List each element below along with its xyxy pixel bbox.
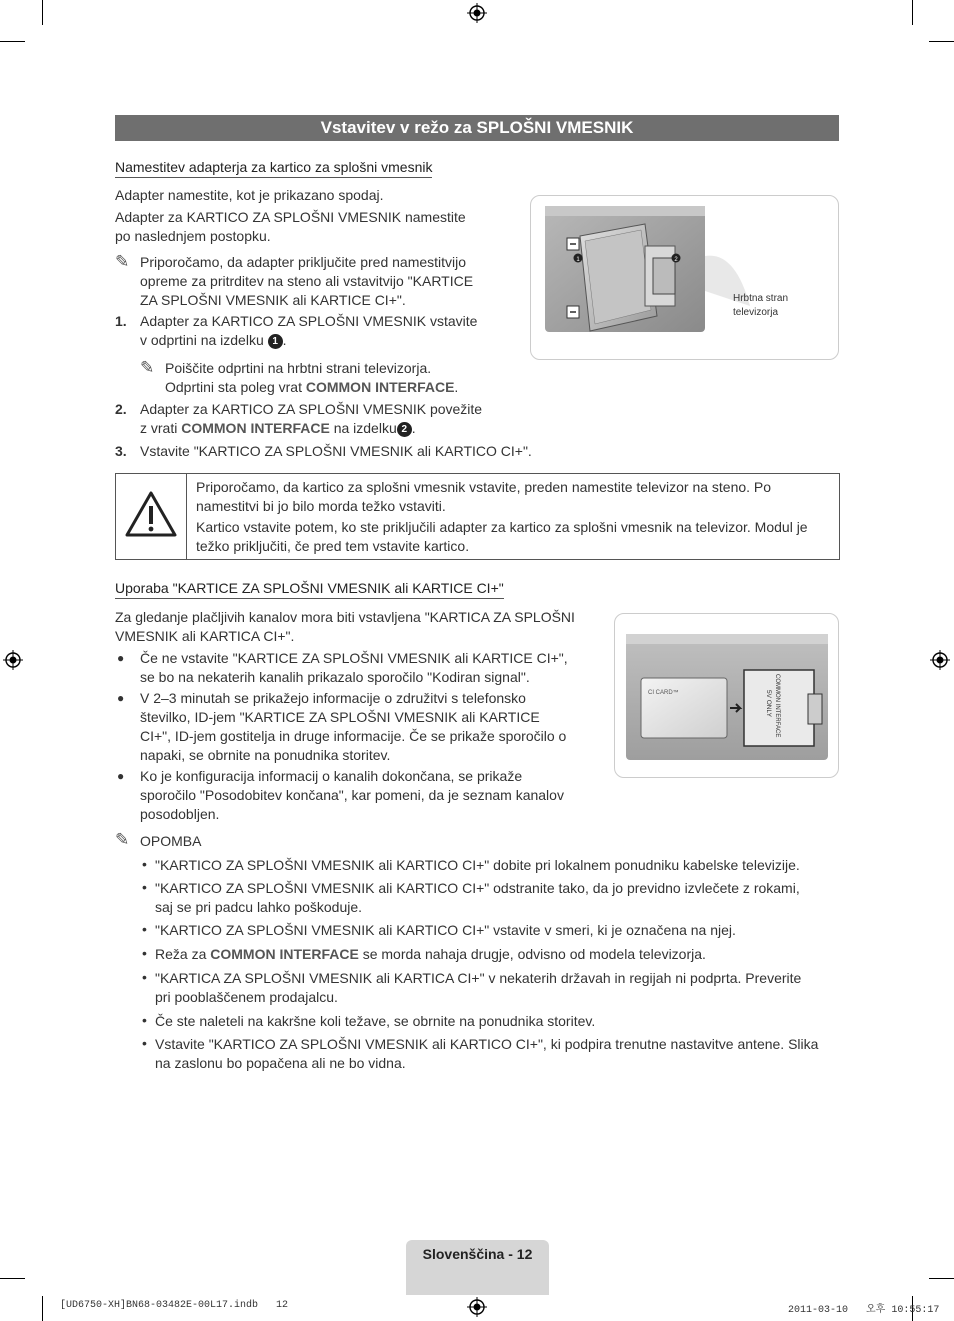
step-text: Vstavite "KARTICO ZA SPLOŠNI VMESNIK ali KARTICO CI+". bbox=[140, 443, 532, 459]
crop-mark bbox=[42, 1296, 43, 1321]
warning-text: Priporočamo, da kartico za splošni vmesnik vstavite, preden namestite televizor na steno. Po bbox=[196, 479, 772, 495]
registration-mark-icon bbox=[467, 1297, 487, 1317]
figure-label: Hrbtna stran bbox=[733, 293, 789, 304]
warning-triangle-icon bbox=[124, 490, 178, 538]
note-item: na zaslonu bo popačena ali ne bo vidna. bbox=[155, 1055, 406, 1071]
note-text: opreme za pritrditev na steno ali vstavitvijo "KARTICE bbox=[140, 273, 474, 289]
step-number: 3. bbox=[115, 443, 127, 459]
figure-label: televizorja bbox=[733, 307, 779, 318]
figure-marker-1: 1 bbox=[576, 257, 580, 263]
page-number: Slovenščina - 12 bbox=[422, 1246, 533, 1262]
note-text: Priporočamo, da adapter priključite pred namestitvijo bbox=[140, 254, 467, 270]
note-pencil-icon: ✎ bbox=[115, 830, 130, 849]
bullet-icon: ● bbox=[117, 651, 125, 665]
figure-adapter-install bbox=[530, 195, 839, 360]
crop-mark bbox=[0, 1278, 25, 1279]
step-number: 1. bbox=[115, 313, 127, 329]
print-date-info: 2011-03-10 오후 10:55:17 bbox=[788, 1305, 940, 1316]
note-text: Odprtini sta poleg vrat COMMON INTERFACE. bbox=[165, 379, 459, 395]
ci-card-illustration bbox=[626, 634, 828, 762]
list-item: sporočilo "Posodobitev končana", kar pomeni, da je seznam kanalov bbox=[140, 787, 564, 803]
step-text: Adapter za KARTICO ZA SPLOŠNI VMESNIK vstavite bbox=[140, 313, 478, 329]
common-interface-label: COMMON INTERFACE bbox=[774, 674, 780, 738]
note-label: OPOMBA bbox=[140, 833, 202, 849]
dash-bullet: • bbox=[142, 856, 147, 872]
section-title: Vstavitev v režo za SPLOŠNI VMESNIK bbox=[115, 115, 839, 141]
crop-mark bbox=[42, 0, 43, 25]
note-text: Poiščite odprtini na hrbtni strani televizorja. bbox=[165, 360, 432, 376]
registration-mark-icon bbox=[467, 3, 487, 23]
print-file-info: [UD6750-XH]BN68-03482E-00L17.indb 12 bbox=[60, 1300, 289, 1311]
5v-only-label: 5V ONLY bbox=[765, 690, 772, 717]
intro-text: VMESNIK ali KARTICA CI+". bbox=[115, 628, 295, 644]
note-item: "KARTICO ZA SPLOŠNI VMESNIK ali KARTICO CI+" dobite pri lokalnem ponudniku kabelske televizije. bbox=[155, 857, 800, 873]
crop-mark bbox=[929, 1278, 954, 1279]
note-item: Vstavite "KARTICO ZA SPLOŠNI VMESNIK ali KARTICO CI+", ki podpira trenutne nastavitve antene. Slika bbox=[155, 1036, 819, 1052]
figure-marker-2: 2 bbox=[674, 257, 678, 263]
warning-text: namestitvi bi jo bilo morda težko vstaviti. bbox=[196, 498, 446, 514]
warning-box bbox=[115, 473, 840, 560]
subsection-heading-install: Namestitev adapterja za kartico za splošni vmesnik bbox=[115, 159, 432, 178]
note-item: "KARTICO ZA SPLOŠNI VMESNIK ali KARTICO CI+" vstavite v smeri, ki je označena na njej. bbox=[155, 922, 736, 938]
note-item: saj se pri padcu lahko poškoduje. bbox=[155, 899, 363, 915]
step-text: Adapter za KARTICO ZA SPLOŠNI VMESNIK povežite bbox=[140, 401, 483, 417]
note-item: "KARTICA ZA SPLOŠNI VMESNIK ali KARTICA CI+" v nekaterih državah in regijah ni podprta. Preverite bbox=[155, 970, 802, 986]
intro-text: po naslednjem postopku. bbox=[115, 228, 271, 244]
note-item: Reža za COMMON INTERFACE se morda nahaja drugje, odvisno od modela televizorja. bbox=[155, 946, 706, 962]
tv-back-adapter-illustration bbox=[545, 206, 707, 334]
warning-text: Kartico vstavite potem, ko ste priključili adapter za kartico za splošni vmesnik na televizor. Modul je bbox=[196, 519, 808, 535]
list-item: številko, ID-jem "KARTICE ZA SPLOŠNI VMESNIK ali KARTICE bbox=[140, 709, 540, 725]
list-item: se bo na nekaterih kanalih prikazalo sporočilo "Kodiran signal". bbox=[140, 669, 530, 685]
note-item: "KARTICO ZA SPLOŠNI VMESNIK ali KARTICO CI+" odstranite tako, da jo previdno izvlečete z rokami, bbox=[155, 880, 800, 896]
dash-bullet: • bbox=[142, 969, 147, 985]
list-item: V 2–3 minutah se prikažejo informacije o združitvi s telefonsko bbox=[140, 690, 526, 706]
dash-bullet: • bbox=[142, 1012, 147, 1028]
crop-mark bbox=[912, 0, 913, 25]
crop-mark bbox=[929, 41, 954, 42]
dash-bullet: • bbox=[142, 945, 147, 961]
list-item: CI+", ID-jem gostitelja in druge informacije. Če se prikaže sporočilo o bbox=[140, 728, 567, 744]
step-text: v odprtini na izdelku 1 . bbox=[140, 332, 287, 348]
intro-text: Adapter za KARTICO ZA SPLOŠNI VMESNIK namestite bbox=[115, 209, 466, 225]
subsection-heading-usage: Uporaba "KARTICE ZA SPLOŠNI VMESNIK ali KARTICE CI+" bbox=[115, 580, 504, 599]
registration-mark-icon bbox=[3, 650, 23, 670]
crop-mark bbox=[0, 41, 25, 42]
note-item: Če ste naleteli na kakršne koli težave, se obrnite na ponudnika storitev. bbox=[155, 1013, 596, 1029]
list-item: napaki, se obrnite na ponudnika storitev. bbox=[140, 747, 391, 763]
list-item: posodobljen. bbox=[140, 806, 220, 822]
ci-card-label: CI CARD™ bbox=[648, 690, 679, 696]
note-item: pri pooblaščenem prodajalcu. bbox=[155, 989, 338, 1005]
warning-text: težko priključiti, če pred tem vstavite kartico. bbox=[196, 538, 470, 554]
dash-bullet: • bbox=[142, 1035, 147, 1051]
list-item: Če ne vstavite "KARTICE ZA SPLOŠNI VMESNIK ali KARTICE CI+", bbox=[140, 650, 568, 666]
dash-bullet: • bbox=[142, 879, 147, 895]
bullet-icon: ● bbox=[117, 769, 125, 783]
marker-1-icon: 1 bbox=[268, 334, 283, 349]
intro-text: Adapter namestite, kot je prikazano spodaj. bbox=[115, 187, 384, 203]
intro-text: Za gledanje plačljivih kanalov mora biti vstavljena "KARTICA ZA SPLOŠNI bbox=[115, 609, 575, 625]
dash-bullet: • bbox=[142, 921, 147, 937]
figure-card-insert bbox=[614, 613, 839, 778]
note-pencil-icon: ✎ bbox=[140, 358, 155, 377]
list-item: Ko je konfiguracija informacij o kanalih dokončana, se prikaže bbox=[140, 768, 523, 784]
bullet-icon: ● bbox=[117, 691, 125, 705]
registration-mark-icon bbox=[930, 650, 950, 670]
note-text: ZA SPLOŠNI VMESNIK ali KARTICE CI+". bbox=[140, 292, 406, 308]
marker-2-icon: 2 bbox=[397, 422, 412, 437]
step-text: z vrati COMMON INTERFACE na izdelku 2 . bbox=[140, 420, 416, 436]
step-number: 2. bbox=[115, 401, 127, 417]
warning-divider bbox=[186, 474, 187, 559]
note-pencil-icon: ✎ bbox=[115, 252, 130, 271]
